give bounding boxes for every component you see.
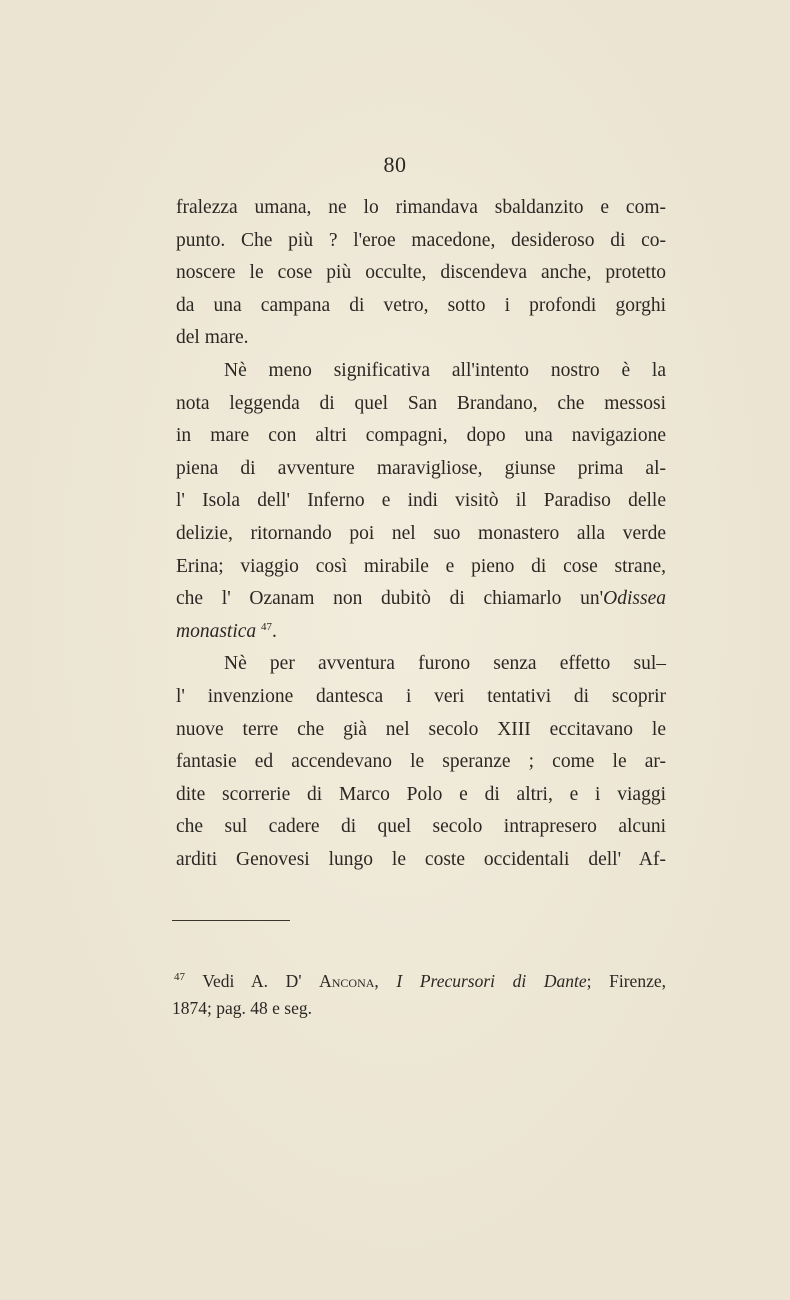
text-fragment: che l' Ozanam non dubitò di chiamarlo un'	[176, 588, 604, 610]
footnote-text: Vedi A. D'	[202, 971, 320, 991]
text-line: Nè per avventura furono senza effetto sul–	[224, 653, 666, 675]
footnote-reference: 47	[261, 620, 273, 633]
italic-fragment: monastica	[176, 620, 257, 642]
text-line: da una campana di vetro, sotto i profondi gorghi	[176, 294, 666, 316]
text-line: fantasie ed accendevano le speranze ; come le ar-	[176, 751, 666, 773]
text-line: noscere le cose più occulte, discendeva anche, protetto	[176, 262, 666, 284]
footnote-number: 47	[174, 971, 185, 983]
footnote-line: 1874; pag. 48 e seg.	[172, 998, 312, 1018]
text-line: delizie, ritornando poi nel suo monastero alla verde	[176, 522, 666, 544]
footnote-title: I Precursori di Dante	[396, 971, 587, 991]
text-line: del mare.	[176, 327, 249, 349]
text-line: nuove terre che già nel secolo XIII eccitavano le	[176, 718, 666, 740]
footnote-text: ; Firenze,	[586, 971, 666, 991]
text-fragment: .	[272, 620, 277, 642]
text-line: piena di avventure maravigliose, giunse prima al-	[176, 457, 666, 479]
text-line	[176, 583, 666, 616]
footnote-separator	[172, 920, 290, 921]
text-line: punto. Che più ? l'eroe macedone, desideroso di co-	[176, 229, 666, 251]
text-line: che sul cadere di quel secolo intrapresero alcuni	[176, 816, 666, 838]
text-line: Erina; viaggio così mirabile e pieno di cose strane,	[176, 555, 666, 577]
text-line: dite scorrerie di Marco Polo e di altri, e i viaggi	[176, 783, 666, 805]
footnote	[172, 968, 666, 1022]
text-line: arditi Genovesi lungo le coste occidentali dell' Af-	[176, 848, 666, 870]
text-line: Nè meno significativa all'intento nostro è la	[224, 359, 666, 381]
footnote-text: ,	[374, 971, 397, 991]
text-line: in mare con altri compagni, dopo una navigazione	[176, 425, 666, 447]
footnote-line	[172, 968, 666, 995]
text-line: fralezza umana, ne lo rimandava sbaldanzito e com-	[176, 197, 666, 218]
page-number: 80	[383, 152, 407, 177]
italic-fragment: Odissea	[603, 588, 666, 610]
body-text	[176, 192, 666, 876]
footnote-author: Ancona	[319, 971, 375, 991]
text-line: nota leggenda di quel San Brandano, che messosi	[176, 392, 666, 414]
text-line	[176, 616, 666, 649]
text-line: l' invenzione dantesca i veri tentativi di scoprir	[176, 685, 666, 707]
text-line: l' Isola dell' Inferno e indi visitò il Paradiso delle	[176, 490, 666, 512]
